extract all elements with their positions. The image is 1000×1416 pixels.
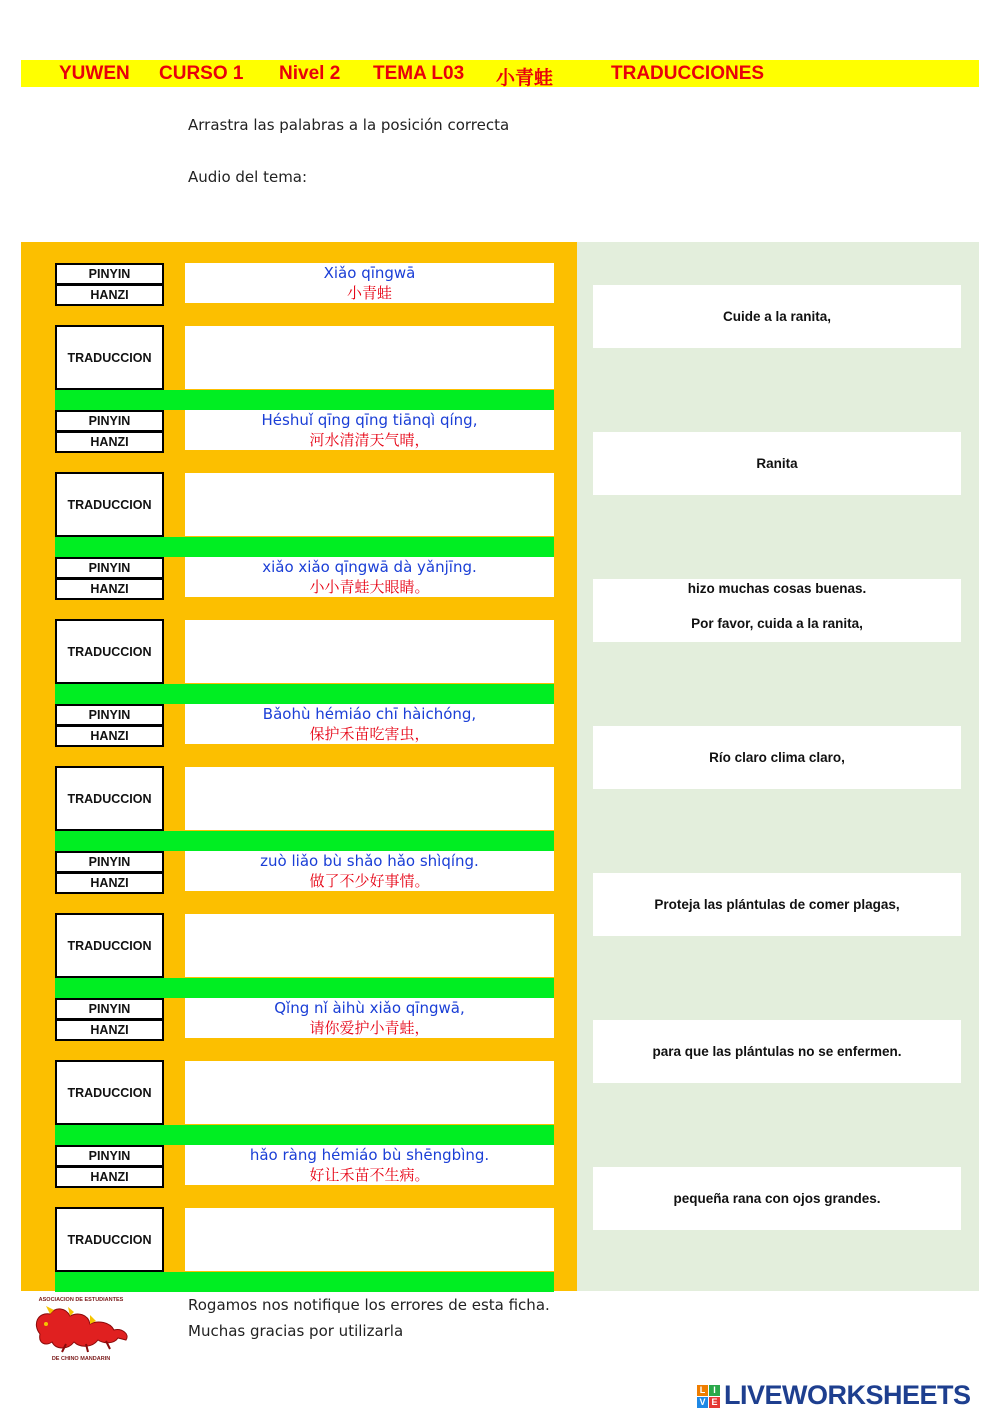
translation-drop-zone[interactable] bbox=[185, 767, 554, 830]
draggable-translation-card[interactable] bbox=[593, 1020, 961, 1083]
draggable-translation-card[interactable] bbox=[593, 1167, 961, 1230]
translation-drop-zone[interactable] bbox=[185, 914, 554, 977]
green-separator bbox=[55, 1272, 554, 1292]
logo-top-text: ASOCIACION DE ESTUDIANTES bbox=[38, 1297, 124, 1303]
pinyin-label: PINYIN bbox=[55, 704, 164, 726]
error-notice-text: Rogamos nos notifique los errores de esta ficha. bbox=[188, 1296, 550, 1314]
traduccion-label: TRADUCCION bbox=[55, 325, 164, 390]
translation-drop-zone[interactable] bbox=[185, 1061, 554, 1124]
card-text: pequeña rana con ojos grandes. bbox=[673, 1191, 881, 1206]
translation-drop-zone[interactable] bbox=[185, 473, 554, 536]
line-text-box bbox=[185, 704, 554, 744]
card-text: Río claro clima claro, bbox=[709, 750, 845, 765]
card-text: Ranita bbox=[756, 456, 798, 471]
hanzi-label: HANZI bbox=[55, 284, 164, 306]
title-yuwen: YUWEN bbox=[59, 63, 130, 84]
pinyin-text: Xiǎo qīngwā bbox=[323, 264, 416, 282]
line-text-box bbox=[185, 410, 554, 450]
thanks-text: Muchas gracias por utilizarla bbox=[188, 1322, 404, 1340]
title-curso: CURSO 1 bbox=[159, 63, 244, 84]
brand-letter-i: I bbox=[709, 1385, 720, 1396]
line-text-box bbox=[185, 263, 554, 303]
title-tema: TEMA L03 bbox=[373, 63, 465, 84]
hanzi-label: HANZI bbox=[55, 1019, 164, 1041]
hanzi-text: 小青蛙 bbox=[346, 284, 392, 302]
title-nivel: Nivel 2 bbox=[279, 63, 341, 84]
card-text: Proteja las plántulas de comer plagas, bbox=[654, 897, 900, 912]
green-separator bbox=[55, 978, 554, 998]
brand-letter-v: V bbox=[697, 1397, 708, 1408]
dragon-logo-icon bbox=[26, 1294, 136, 1362]
drag-instruction: Arrastra las palabras a la posición correcta bbox=[188, 116, 510, 134]
hanzi-text: 河水清清天气晴， bbox=[309, 431, 430, 449]
hanzi-label: HANZI bbox=[55, 578, 164, 600]
hanzi-label: HANZI bbox=[55, 431, 164, 453]
traduccion-label: TRADUCCION bbox=[55, 1207, 164, 1272]
line-text-box bbox=[185, 1145, 554, 1185]
green-separator bbox=[55, 831, 554, 851]
pinyin-text: Qǐng nǐ àihù xiǎo qīngwā, bbox=[274, 999, 465, 1017]
title-chinese: 小青蛙 bbox=[496, 67, 554, 89]
card-text: hizo muchas cosas buenas. bbox=[687, 581, 867, 596]
traduccion-label: TRADUCCION bbox=[55, 1060, 164, 1125]
hanzi-label: HANZI bbox=[55, 872, 164, 894]
green-separator bbox=[55, 390, 554, 410]
hanzi-label: HANZI bbox=[55, 725, 164, 747]
title-traducciones: TRADUCCIONES bbox=[611, 63, 765, 84]
translation-drop-zone[interactable] bbox=[185, 326, 554, 389]
liveworksheets-brand[interactable]: LIVEWORKSHEETS bbox=[724, 1380, 971, 1410]
pinyin-label: PINYIN bbox=[55, 851, 164, 873]
pinyin-label: PINYIN bbox=[55, 557, 164, 579]
traduccion-label: TRADUCCION bbox=[55, 766, 164, 831]
hanzi-text: 请你爱护小青蛙， bbox=[309, 1019, 430, 1037]
traduccion-label: TRADUCCION bbox=[55, 619, 164, 684]
line-text-box bbox=[185, 557, 554, 597]
line-text-box bbox=[185, 851, 554, 891]
card-text: Cuide a la ranita, bbox=[722, 309, 832, 324]
translation-drop-zone[interactable] bbox=[185, 1208, 554, 1271]
pinyin-label: PINYIN bbox=[55, 1145, 164, 1167]
hanzi-text: 保护禾苗吃害虫， bbox=[309, 725, 430, 743]
traduccion-label: TRADUCCION bbox=[55, 913, 164, 978]
draggable-translation-card[interactable] bbox=[593, 432, 961, 495]
draggable-translation-card[interactable] bbox=[593, 285, 961, 348]
hanzi-label: HANZI bbox=[55, 1166, 164, 1188]
pinyin-text: Bǎohù hémiáo chī hàichóng, bbox=[262, 705, 477, 723]
traduccion-label: TRADUCCION bbox=[55, 472, 164, 537]
hanzi-text: 好让禾苗不生病。 bbox=[309, 1166, 430, 1184]
brand-letter-l: L bbox=[697, 1385, 708, 1396]
green-separator bbox=[55, 1125, 554, 1145]
pinyin-text: Héshuǐ qīng qīng tiānqì qíng, bbox=[261, 411, 478, 429]
pinyin-label: PINYIN bbox=[55, 263, 164, 285]
brand-letter-e: E bbox=[709, 1397, 720, 1408]
green-separator bbox=[55, 537, 554, 557]
draggable-translation-card[interactable] bbox=[593, 873, 961, 936]
line-text-box bbox=[185, 998, 554, 1038]
pinyin-label: PINYIN bbox=[55, 410, 164, 432]
pinyin-text: zuò liǎo bù shǎo hǎo shìqíng. bbox=[260, 852, 479, 870]
green-separator bbox=[55, 684, 554, 704]
pinyin-label: PINYIN bbox=[55, 998, 164, 1020]
card-text-overlap[interactable]: Por favor, cuida a la ranita, bbox=[691, 616, 863, 631]
pinyin-text: hǎo ràng hémiáo bù shēngbìng. bbox=[249, 1146, 490, 1164]
hanzi-text: 做了不少好事情。 bbox=[309, 872, 430, 890]
draggable-translation-card[interactable] bbox=[593, 579, 961, 642]
draggable-translation-card[interactable] bbox=[593, 726, 961, 789]
title-bar bbox=[21, 60, 979, 87]
audio-label: Audio del tema: bbox=[188, 168, 308, 186]
logo-bottom-text: DE CHINO MANDARIN bbox=[51, 1356, 111, 1362]
pinyin-text: xiǎo xiǎo qīngwā dà yǎnjīng. bbox=[262, 558, 477, 576]
card-text: para que las plántulas no se enfermen. bbox=[652, 1044, 902, 1059]
translation-drop-zone[interactable] bbox=[185, 620, 554, 683]
hanzi-text: 小小青蛙大眼睛。 bbox=[309, 578, 430, 596]
